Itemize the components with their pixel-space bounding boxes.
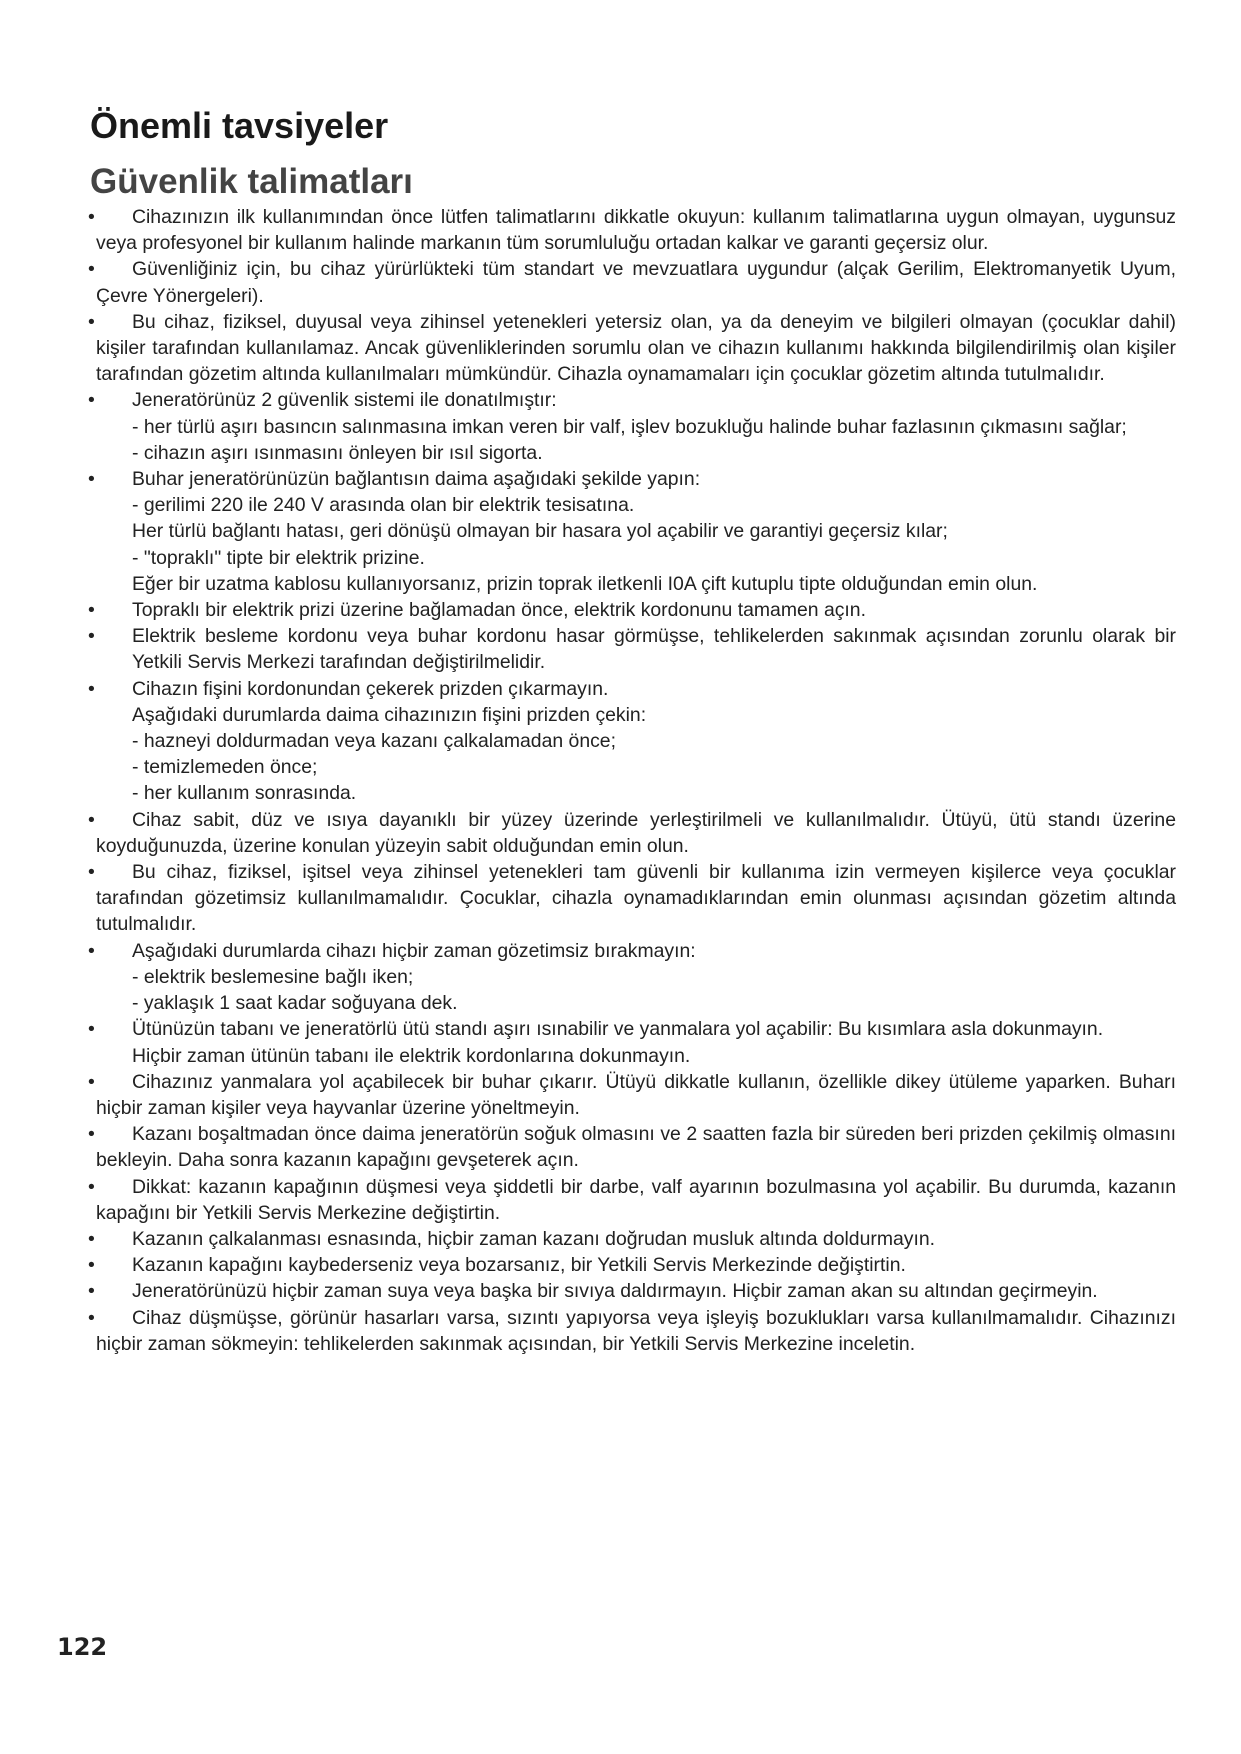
list-item-text: Cihazın fişini kordonundan çekerek prizden çıkarmayın.	[132, 677, 609, 700]
list-item-subtext: Hiçbir zaman ütünün tabanı ile elektrik kordonlarına dokunmayın.	[132, 1044, 691, 1067]
bullet-icon: •	[88, 1306, 95, 1329]
bullet-icon: •	[88, 1018, 95, 1041]
section-title: Güvenlik talimatları	[90, 162, 413, 201]
list-item	[86, 466, 1176, 597]
bullet-icon: •	[88, 1280, 95, 1303]
list-item	[86, 1278, 1176, 1304]
list-item-text: Cihaz düşmüşse, görünür hasarları varsa, sızıntı yapıyorsa veya işleyiş bozuklukları varsa kullanılmamalıdır. Cihazınızı hiçbir zaman sökmeyin: tehlikelerden sakınmak açısından, bir Yetkili Servis Merkezine inceletin.	[96, 1306, 1176, 1355]
bullet-icon: •	[88, 625, 95, 648]
list-item-text: Bu cihaz, fiziksel, işitsel veya zihinsel yetenekleri tam güvenli bir kullanıma izin vermeyen kişilerce veya çocuklar tarafından gözetimsiz kullanılmamalıdır. Çocuklar, cihazla oynamadıklarından emin olunması açısından gözetim altında tutulmalıdır.	[96, 861, 1176, 936]
list-item-subtext: - gerilimi 220 ile 240 V arasında olan bir elektrik tesisatına.	[132, 494, 635, 517]
list-item-subtext: Eğer bir uzatma kablosu kullanıyorsanız, prizin toprak iletkenli I0A çift kutuplu tipte olduğundan emin olun.	[132, 572, 1038, 595]
list-item-text: Jeneratörünüzü hiçbir zaman suya veya başka bir sıvıya daldırmayın. Hiçbir zaman akan su altından geçirmeyin.	[132, 1280, 1098, 1303]
bullet-icon: •	[88, 1070, 95, 1093]
list-item	[86, 676, 1176, 807]
list-item	[86, 204, 1176, 256]
list-item	[86, 938, 1176, 1017]
list-item-text: Ütünüzün tabanı ve jeneratörlü ütü standı aşırı ısınabilir ve yanmalara yol açabilir: Bu kısımlara asla dokunmayın.	[132, 1018, 1104, 1041]
list-item	[86, 1174, 1176, 1226]
list-item-text: Jeneratörünüz 2 güvenlik sistemi ile donatılmıştır:	[132, 389, 557, 412]
list-item-subtext: - elektrik beslemesine bağlı iken;	[132, 965, 414, 988]
list-item	[86, 1252, 1176, 1278]
page-number: 122	[57, 1633, 108, 1661]
list-item-text: Topraklı bir elektrik prizi üzerine bağlamadan önce, elektrik kordonunu tamamen açın.	[132, 599, 866, 622]
list-item-text: Kazanın kapağını kaybederseniz veya bozarsanız, bir Yetkili Servis Merkezinde değiştirtin.	[132, 1254, 906, 1277]
list-item-subtext: - temizlemeden önce;	[132, 756, 318, 779]
bullet-icon: •	[88, 1254, 95, 1277]
bullet-icon: •	[88, 1123, 95, 1146]
list-item-text: Cihazınızın ilk kullanımından önce lütfen talimatlarını dikkatle okuyun: kullanım talimatlarına uygun olmayan, uygunsuz veya profesyonel bir kullanım halinde markanın tüm sorumluluğu ortadan kalkar ve garanti geçersiz olur.	[96, 206, 1176, 255]
list-item	[86, 807, 1176, 859]
list-item	[86, 623, 1176, 675]
list-item-text: Elektrik besleme kordonu veya buhar kordonu hasar görmüşse, tehlikelerden sakınmak açısından zorunlu olarak bir Yetkili Servis Merkezi tarafından değiştirilmelidir.	[132, 625, 1176, 674]
bullet-icon: •	[88, 1227, 95, 1250]
bullet-icon: •	[88, 310, 95, 333]
bullet-icon: •	[88, 939, 95, 962]
list-item-text: Aşağıdaki durumlarda cihazı hiçbir zaman gözetimsiz bırakmayın:	[132, 939, 696, 962]
list-item-subtext: - "topraklı" tipte bir elektrik prizine.	[132, 546, 425, 569]
bullet-icon: •	[88, 599, 95, 622]
list-item-text: Kazanı boşaltmadan önce daima jeneratörün soğuk olmasını ve 2 saatten fazla bir süreden beri prizden çekilmiş olmasını bekleyin. Daha sonra kazanın kapağını gevşeterek açın.	[96, 1123, 1176, 1172]
list-item-subtext: - her kullanım sonrasında.	[132, 782, 357, 805]
list-item-subtext: - cihazın aşırı ısınmasını önleyen bir ısıl sigorta.	[132, 441, 543, 464]
list-item	[86, 859, 1176, 938]
list-item	[86, 1069, 1176, 1121]
list-item-text: Cihaz sabit, düz ve ısıya dayanıklı bir yüzey üzerinde yerleştirilmeli ve kullanılmalıdır. Ütüyü, ütü standı üzerine koyduğunuzda, üzerine konulan yüzeyin sabit olduğundan emin olun.	[96, 808, 1176, 857]
list-item	[86, 256, 1176, 308]
list-item-text: Cihazınız yanmalara yol açabilecek bir buhar çıkarır. Ütüyü dikkatle kullanın, özellikle dikey ütüleme yaparken. Buharı hiçbir zaman kişiler veya hayvanlar üzerine yöneltmeyin.	[96, 1070, 1176, 1119]
list-item-text: Bu cihaz, fiziksel, duyusal veya zihinsel yetenekleri yetersiz olan, ya da deneyim ve bilgileri olmayan (çocuklar dahil) kişiler tarafından kullanılamaz. Ancak güvenliklerinden sorumlu olan ve cihazın kullanımı hakkında bilgilendirilmiş olan kişiler tarafından gözetim altında kullanılmaları mümkündür. Cihazla oynamamaları için çocuklar gözetim altında tutulmalıdır.	[96, 310, 1176, 386]
list-item	[86, 597, 1176, 623]
list-item	[86, 1305, 1176, 1357]
list-item	[86, 1016, 1176, 1068]
bullet-icon: •	[88, 258, 95, 281]
list-item-text: Güvenliğiniz için, bu cihaz yürürlükteki tüm standart ve mevzuatlara uygundur (alçak Gerilim, Elektromanyetik Uyum, Çevre Yönergeleri).	[96, 258, 1176, 307]
list-item	[86, 309, 1176, 388]
list-item-subtext: - her türlü aşırı basıncın salınmasına imkan veren bir valf, işlev bozukluğu halinde buhar fazlasının çıkmasını sağlar;	[132, 415, 1127, 438]
list-item-text: Kazanın çalkalanması esnasında, hiçbir zaman kazanı doğrudan musluk altında doldurmayın.	[132, 1227, 936, 1250]
list-item	[86, 1121, 1176, 1173]
list-item-subtext: Her türlü bağlantı hatası, geri dönüşü olmayan bir hasara yol açabilir ve garantiyi geçersiz kılar;	[132, 520, 948, 543]
list-item-text: Buhar jeneratörünüzün bağlantısın daima aşağıdaki şekilde yapın:	[132, 468, 701, 491]
bullet-icon: •	[88, 1175, 95, 1198]
bullet-icon: •	[88, 468, 95, 491]
list-item-subtext: - hazneyi doldurmadan veya kazanı çalkalamadan önce;	[132, 730, 616, 753]
list-item-subtext: - yaklaşık 1 saat kadar soğuyana dek.	[132, 992, 458, 1015]
bullet-icon: •	[88, 808, 95, 831]
list-item-subtext: Aşağıdaki durumlarda daima cihazınızın fişini prizden çekin:	[132, 703, 647, 726]
bullet-icon: •	[88, 206, 95, 228]
safety-instructions-list	[86, 204, 1176, 1357]
bullet-icon: •	[88, 861, 95, 884]
bullet-icon: •	[88, 677, 95, 700]
list-item-text: Dikkat: kazanın kapağının düşmesi veya şiddetli bir darbe, valf ayarının bozulmasına yol açabilir. Bu durumda, kazanın kapağını bir Yetkili Servis Merkezine değiştirtin.	[96, 1175, 1176, 1224]
bullet-icon: •	[88, 389, 95, 412]
list-item	[86, 387, 1176, 466]
page-title: Önemli tavsiyeler	[90, 105, 389, 146]
list-item	[86, 1226, 1176, 1252]
